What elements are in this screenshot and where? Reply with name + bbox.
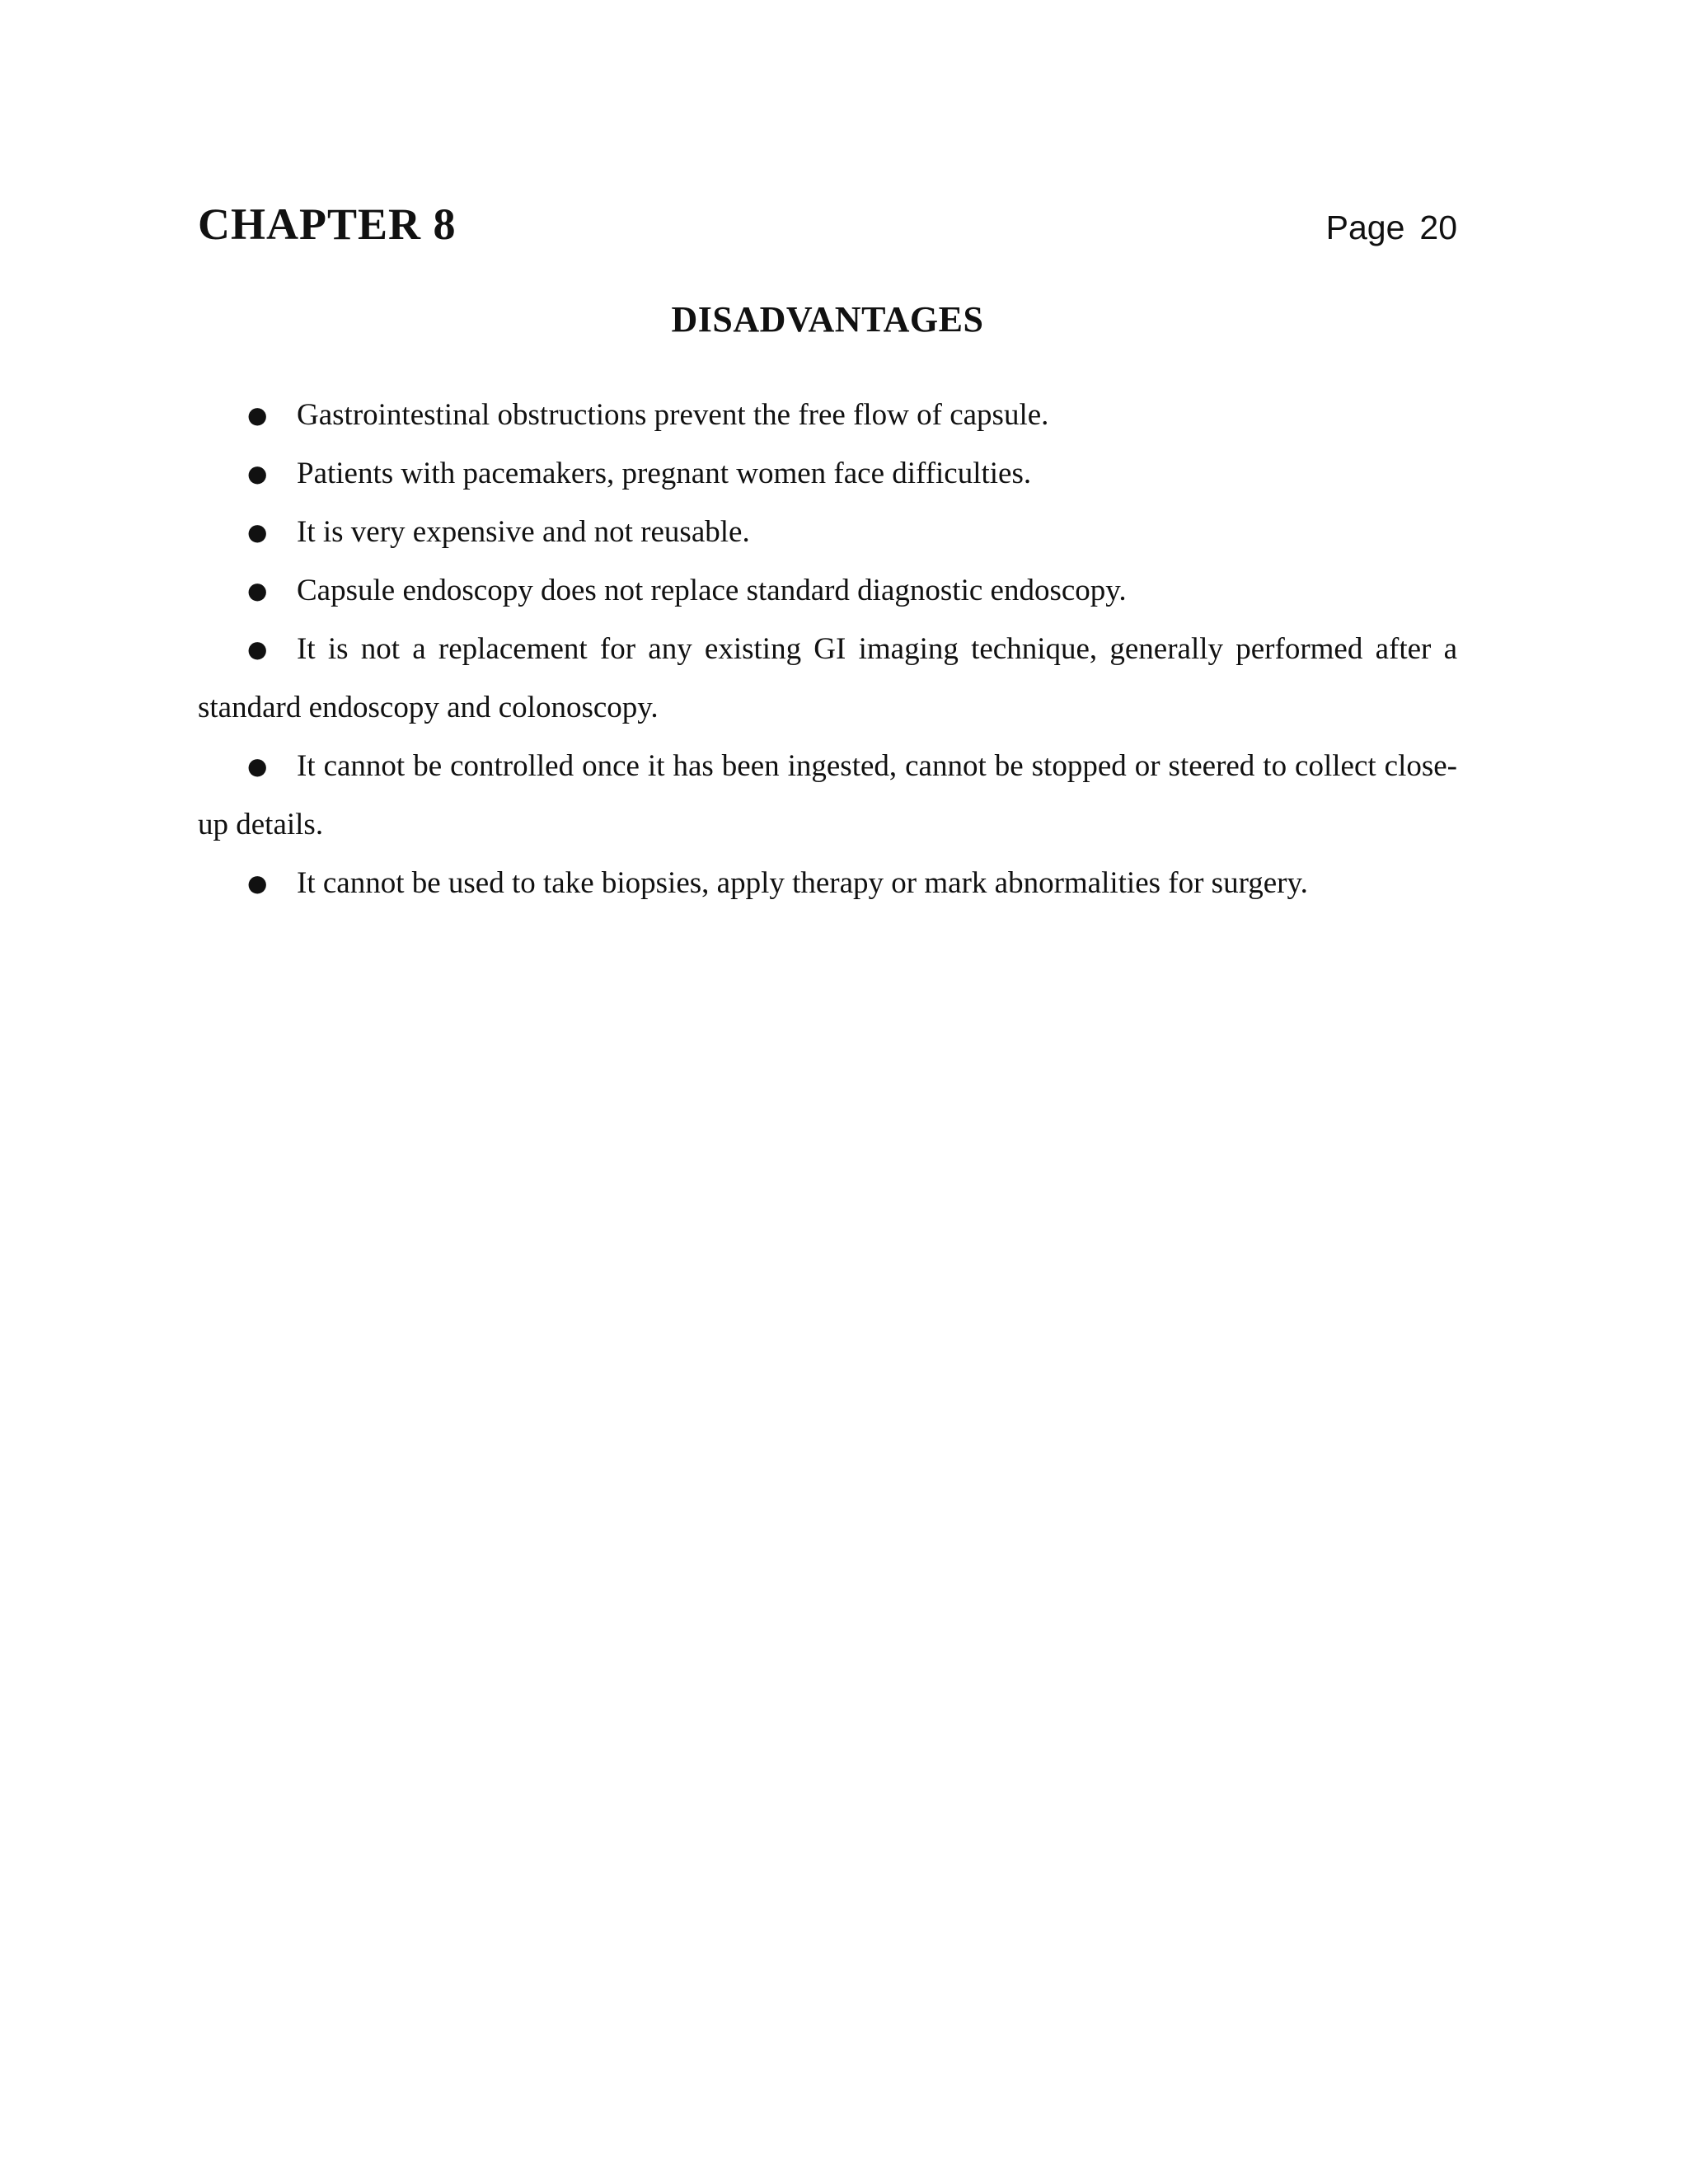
list-item: [198, 620, 1457, 737]
bullet-icon: ●: [247, 518, 268, 546]
list-item: [198, 561, 1457, 620]
bullet-icon: ●: [247, 401, 268, 429]
list-item-text: It is very expensive and not reusable.: [297, 515, 750, 549]
list-item: [198, 503, 1457, 561]
list-item-text: It cannot be controlled once it has been ingested, cannot be stopped or steered to collect close-up details.: [198, 749, 1457, 841]
list-item-text: Gastrointestinal obstructions prevent the free flow of capsule.: [297, 398, 1049, 432]
bullet-icon: ●: [247, 635, 268, 663]
page-number: 20: [1419, 209, 1457, 246]
bullet-icon: ●: [247, 869, 268, 897]
bullet-icon: ●: [247, 752, 268, 780]
page-header: [198, 194, 1457, 260]
disadvantages-list: [198, 386, 1457, 912]
list-item-text: Capsule endoscopy does not replace standard diagnostic endoscopy.: [297, 574, 1127, 607]
section-heading: DISADVANTAGES: [671, 299, 984, 340]
bullet-icon: ●: [247, 460, 268, 487]
list-item-text: Patients with pacemakers, pregnant women face difficulties.: [297, 457, 1032, 490]
page-label: [1326, 201, 1457, 254]
list-item: [198, 854, 1457, 912]
list-item-text: It cannot be used to take biopsies, apply therapy or mark abnormalities for surgery.: [297, 866, 1308, 900]
bullet-icon: ●: [247, 577, 268, 604]
page-word: Page: [1325, 209, 1405, 246]
list-item: [198, 386, 1457, 444]
chapter-title: CHAPTER 8: [198, 199, 457, 249]
list-item: [198, 737, 1457, 854]
list-item: [198, 444, 1457, 503]
list-item-text: It is not a replacement for any existing GI imaging technique, generally performed after a standard endoscopy and colonoscopy.: [198, 632, 1457, 724]
